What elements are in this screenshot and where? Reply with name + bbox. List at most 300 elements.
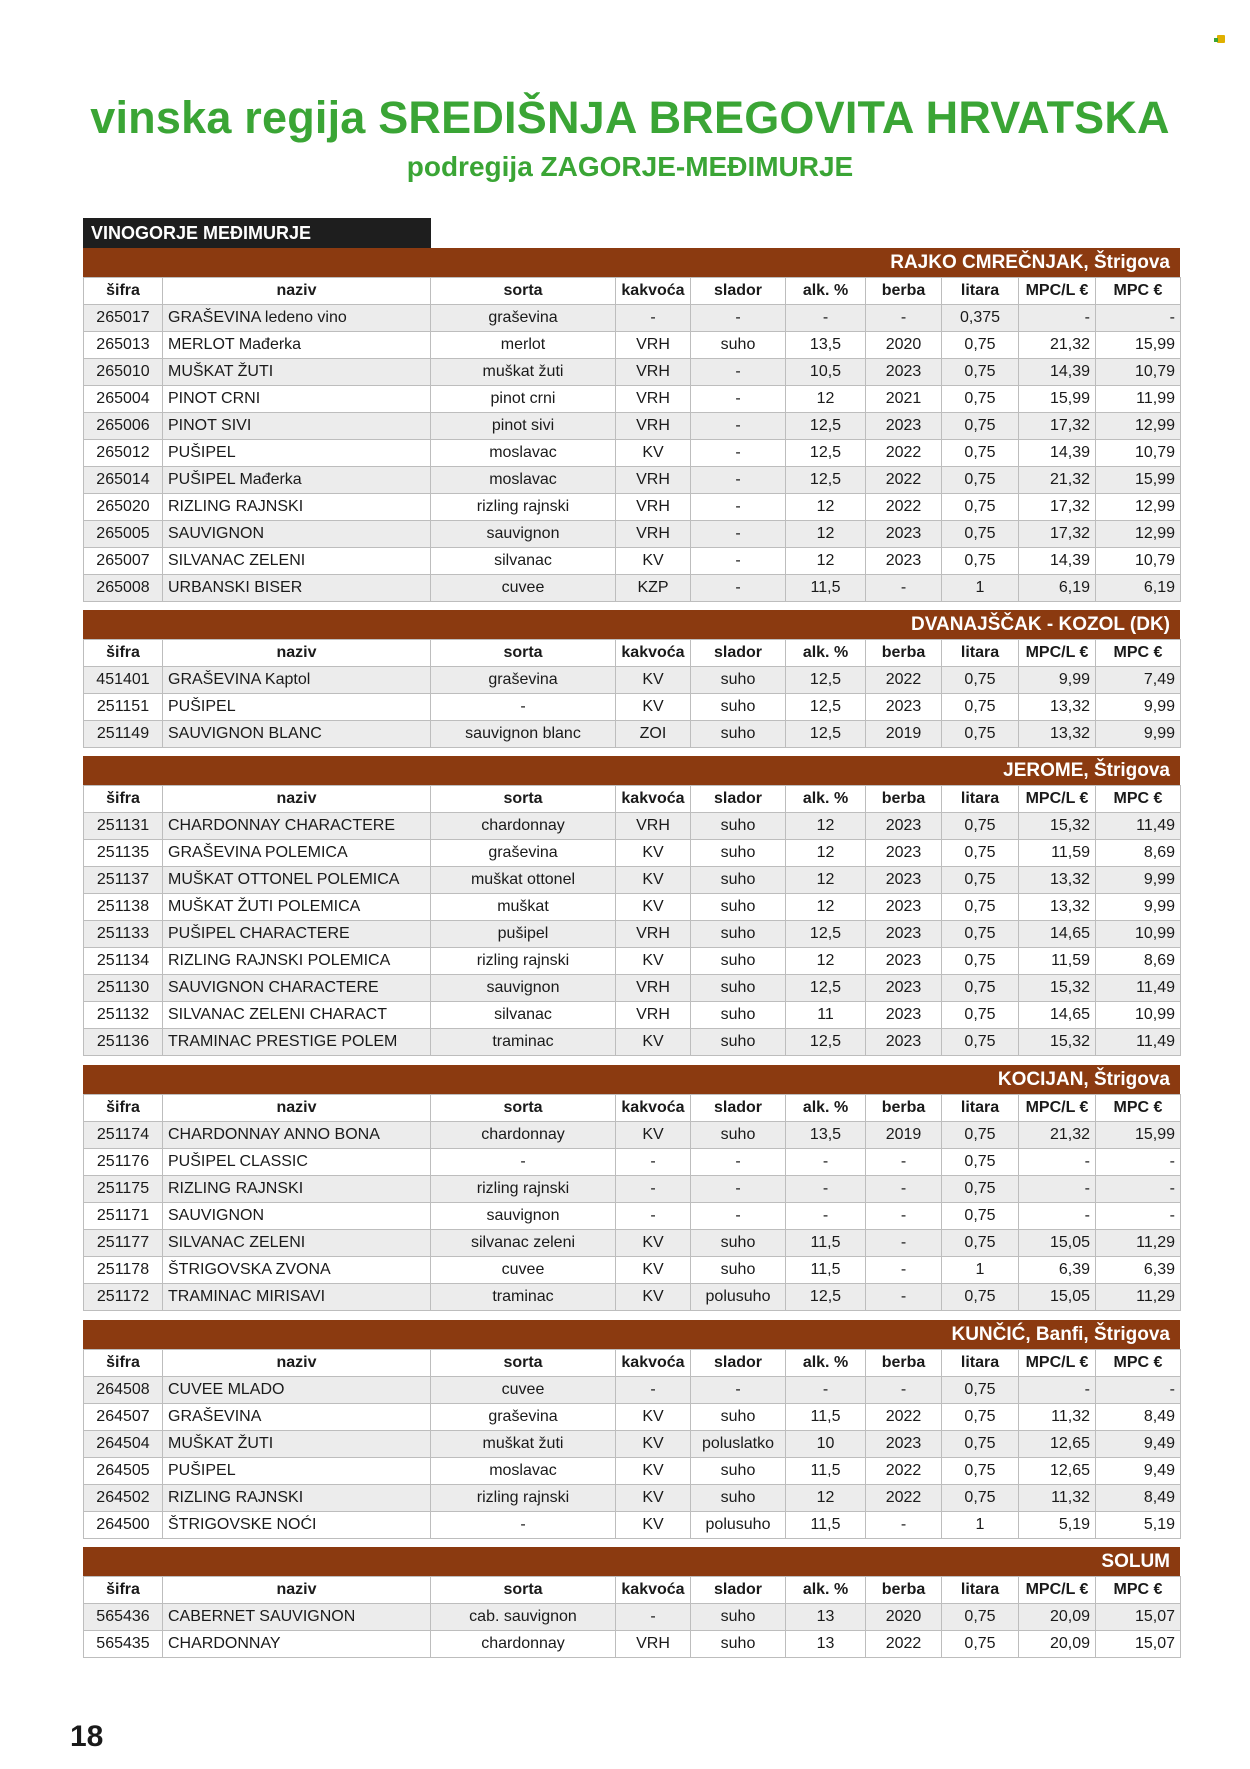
cell-litres: 0,75 [942,1203,1019,1230]
cell-price-per-litre: 17,32 [1019,494,1096,521]
cell-vintage: 2023 [866,813,942,840]
column-header-name: naziv [163,640,431,667]
cell-price-per-litre: 6,19 [1019,575,1096,602]
cell-price: 8,49 [1096,1404,1181,1431]
cell-price-per-litre: 14,39 [1019,359,1096,386]
cell-alcohol: 13,5 [786,1122,866,1149]
cell-vintage: - [866,1257,942,1284]
cell-variety: rizling rajnski [431,1176,616,1203]
table-row [84,921,1181,948]
column-header-variety: sorta [431,1577,616,1604]
cell-price: - [1096,305,1181,332]
cell-alcohol: 13 [786,1631,866,1658]
table-row [84,1176,1181,1203]
cell-name: CUVEE MLADO [163,1377,431,1404]
table-row [84,721,1181,748]
cell-variety: silvanac zeleni [431,1230,616,1257]
cell-quality: KZP [616,575,691,602]
cell-variety: muškat žuti [431,1431,616,1458]
cell-sugar: - [691,548,786,575]
table-row [84,494,1181,521]
cell-name: SAUVIGNON [163,1203,431,1230]
table-row [84,948,1181,975]
cell-vintage: - [866,1230,942,1257]
cell-vintage: 2023 [866,867,942,894]
cell-code: 265014 [84,467,163,494]
cell-price-per-litre: 13,32 [1019,867,1096,894]
cell-quality: VRH [616,921,691,948]
cell-name: TRAMINAC MIRISAVI [163,1284,431,1311]
column-header-code: šifra [84,1350,163,1377]
cell-litres: 0,75 [942,332,1019,359]
cell-price-per-litre: - [1019,305,1096,332]
cell-price: 11,49 [1096,813,1181,840]
column-header-price: MPC € [1096,640,1181,667]
column-header-alcohol: alk. % [786,278,866,305]
table-row [84,694,1181,721]
cell-alcohol: 12,5 [786,694,866,721]
cell-code: 265005 [84,521,163,548]
cell-sugar: suho [691,840,786,867]
cell-name: SILVANAC ZELENI [163,1230,431,1257]
cell-alcohol: - [786,1176,866,1203]
cell-code: 251172 [84,1284,163,1311]
cell-variety: sauvignon [431,521,616,548]
cell-vintage: 2023 [866,921,942,948]
cell-litres: 1 [942,575,1019,602]
cell-alcohol: 12 [786,1485,866,1512]
cell-code: 251130 [84,975,163,1002]
table-row [84,1604,1181,1631]
cell-price-per-litre: 6,39 [1019,1257,1096,1284]
cell-price-per-litre: 15,32 [1019,975,1096,1002]
cell-litres: 0,75 [942,921,1019,948]
cell-quality: KV [616,948,691,975]
cell-vintage: 2023 [866,894,942,921]
column-header-code: šifra [84,640,163,667]
cell-vintage: 2020 [866,332,942,359]
cell-litres: 0,75 [942,1284,1019,1311]
cell-vintage: 2020 [866,1604,942,1631]
cell-code: 251175 [84,1176,163,1203]
column-header-quality: kakvoća [616,278,691,305]
cell-sugar: - [691,386,786,413]
cell-price-per-litre: 9,99 [1019,667,1096,694]
table-row [84,1149,1181,1176]
cell-litres: 0,75 [942,948,1019,975]
cell-quality: KV [616,867,691,894]
cell-code: 265006 [84,413,163,440]
table-row [84,1002,1181,1029]
cell-alcohol: 10,5 [786,359,866,386]
cell-price: 10,79 [1096,359,1181,386]
cell-sugar: - [691,305,786,332]
table-row [84,1257,1181,1284]
cell-price-per-litre: 15,32 [1019,1029,1096,1056]
column-header-litres: litara [942,640,1019,667]
column-header-quality: kakvoća [616,640,691,667]
cell-sugar: suho [691,1404,786,1431]
column-header-price: MPC € [1096,278,1181,305]
cell-price-per-litre: 11,59 [1019,948,1096,975]
cell-sugar: suho [691,921,786,948]
cell-alcohol: 12 [786,813,866,840]
cell-sugar: suho [691,332,786,359]
table-header-row [84,786,1181,813]
cell-name: GRAŠEVINA Kaptol [163,667,431,694]
cell-alcohol: - [786,1377,866,1404]
cell-sugar: - [691,359,786,386]
cell-price: 9,99 [1096,894,1181,921]
cell-vintage: 2022 [866,1631,942,1658]
table-row [84,1512,1181,1539]
cell-code: 264508 [84,1377,163,1404]
cell-variety: cuvee [431,1377,616,1404]
column-header-quality: kakvoća [616,1350,691,1377]
cell-quality: KV [616,1458,691,1485]
cell-vintage: - [866,1203,942,1230]
cell-price-per-litre: 11,32 [1019,1485,1096,1512]
column-header-alcohol: alk. % [786,1350,866,1377]
cell-name: PUŠIPEL CLASSIC [163,1149,431,1176]
cell-vintage: - [866,1176,942,1203]
cell-litres: 0,75 [942,1002,1019,1029]
cell-litres: 0,75 [942,1631,1019,1658]
cell-price-per-litre: 14,65 [1019,1002,1096,1029]
cell-price-per-litre: 21,32 [1019,332,1096,359]
cell-litres: 0,75 [942,1176,1019,1203]
table-row [84,975,1181,1002]
cell-price-per-litre: 5,19 [1019,1512,1096,1539]
cell-alcohol: 12 [786,894,866,921]
cell-price-per-litre: 20,09 [1019,1604,1096,1631]
cell-variety: muškat ottonel [431,867,616,894]
cell-alcohol: 12,5 [786,721,866,748]
cell-variety: chardonnay [431,813,616,840]
cell-alcohol: 12 [786,521,866,548]
cell-code: 265020 [84,494,163,521]
cell-price: 5,19 [1096,1512,1181,1539]
cell-variety: moslavac [431,1458,616,1485]
cell-litres: 0,75 [942,840,1019,867]
cell-variety: graševina [431,667,616,694]
cell-variety: sauvignon blanc [431,721,616,748]
cell-price: 11,49 [1096,975,1181,1002]
cell-name: RIZLING RAJNSKI [163,1485,431,1512]
cell-quality: KV [616,440,691,467]
cell-code: 251138 [84,894,163,921]
cell-litres: 0,75 [942,1404,1019,1431]
cell-vintage: 2022 [866,1404,942,1431]
table-row [84,413,1181,440]
column-header-sugar: slador [691,278,786,305]
cell-quality: VRH [616,521,691,548]
cell-name: RIZLING RAJNSKI [163,494,431,521]
cell-vintage: 2023 [866,548,942,575]
cell-sugar: suho [691,1122,786,1149]
cell-alcohol: 11,5 [786,1257,866,1284]
cell-price: 11,29 [1096,1284,1181,1311]
cell-litres: 0,75 [942,813,1019,840]
cell-code: 264504 [84,1431,163,1458]
cell-vintage: 2023 [866,694,942,721]
cell-price: - [1096,1149,1181,1176]
cell-sugar: suho [691,721,786,748]
cell-vintage: 2023 [866,1431,942,1458]
cell-litres: 0,75 [942,694,1019,721]
cell-quality: KV [616,1029,691,1056]
cell-code: 265013 [84,332,163,359]
cell-price-per-litre: 15,32 [1019,813,1096,840]
cell-sugar: suho [691,1029,786,1056]
page-title [0,92,1250,144]
table-row [84,1404,1181,1431]
cell-name: PUŠIPEL CHARACTERE [163,921,431,948]
cell-vintage: 2022 [866,494,942,521]
cell-sugar: - [691,440,786,467]
cell-name: GRAŠEVINA [163,1404,431,1431]
cell-code: 251178 [84,1257,163,1284]
cell-code: 251134 [84,948,163,975]
cell-sugar: polusuho [691,1512,786,1539]
cell-litres: 0,75 [942,721,1019,748]
cell-litres: 0,75 [942,894,1019,921]
cell-litres: 1 [942,1257,1019,1284]
cell-litres: 0,75 [942,1485,1019,1512]
cell-quality: VRH [616,467,691,494]
table-row [84,575,1181,602]
column-header-vintage: berba [866,640,942,667]
cell-alcohol: 13,5 [786,332,866,359]
cell-variety: - [431,694,616,721]
column-header-litres: litara [942,278,1019,305]
cell-quality: KV [616,694,691,721]
cell-code: 264502 [84,1485,163,1512]
column-header-sugar: slador [691,1095,786,1122]
cell-sugar: suho [691,948,786,975]
cell-price-per-litre: 14,39 [1019,548,1096,575]
table-row [84,1631,1181,1658]
cell-variety: - [431,1149,616,1176]
column-header-variety: sorta [431,786,616,813]
cell-alcohol: 12,5 [786,467,866,494]
cell-price-per-litre: - [1019,1176,1096,1203]
column-header-price-per-litre: MPC/L € [1019,786,1096,813]
cell-code: 265012 [84,440,163,467]
column-header-price-per-litre: MPC/L € [1019,278,1096,305]
cell-name: PUŠIPEL [163,440,431,467]
producer-table [83,639,1181,748]
cell-name: PINOT SIVI [163,413,431,440]
cell-alcohol: 12 [786,548,866,575]
cell-name: PUŠIPEL Mađerka [163,467,431,494]
cell-variety: pušipel [431,921,616,948]
cell-sugar: suho [691,975,786,1002]
column-header-vintage: berba [866,1095,942,1122]
cell-sugar: suho [691,1631,786,1658]
table-row [84,467,1181,494]
cell-quality: KV [616,1404,691,1431]
cell-price: 8,69 [1096,840,1181,867]
cell-quality: KV [616,1431,691,1458]
cell-quality: - [616,305,691,332]
cell-price: - [1096,1377,1181,1404]
cell-litres: 0,75 [942,413,1019,440]
cell-code: 451401 [84,667,163,694]
cell-vintage: 2021 [866,386,942,413]
column-header-price: MPC € [1096,1350,1181,1377]
column-header-variety: sorta [431,1350,616,1377]
column-header-alcohol: alk. % [786,1095,866,1122]
cell-quality: ZOI [616,721,691,748]
cell-code: 251137 [84,867,163,894]
cell-litres: 0,75 [942,1604,1019,1631]
table-row [84,813,1181,840]
cell-sugar: polusuho [691,1284,786,1311]
cell-code: 265010 [84,359,163,386]
cell-price: 12,99 [1096,413,1181,440]
cell-alcohol: 12,5 [786,413,866,440]
cell-vintage: 2022 [866,467,942,494]
column-header-name: naziv [163,1577,431,1604]
column-header-sugar: slador [691,786,786,813]
cell-price-per-litre: 13,32 [1019,694,1096,721]
column-header-price-per-litre: MPC/L € [1019,1350,1096,1377]
cell-quality: VRH [616,386,691,413]
cell-variety: graševina [431,1404,616,1431]
cell-variety: moslavac [431,440,616,467]
column-header-name: naziv [163,1350,431,1377]
cell-price: 11,99 [1096,386,1181,413]
cell-price-per-litre: 11,32 [1019,1404,1096,1431]
cell-sugar: - [691,1149,786,1176]
cell-quality: KV [616,840,691,867]
cell-price: 6,19 [1096,575,1181,602]
cell-price-per-litre: 17,32 [1019,521,1096,548]
cell-vintage: 2019 [866,721,942,748]
cell-alcohol: 12 [786,867,866,894]
producer-header: DVANAJŠČAK - KOZOL (DK) [83,610,1180,639]
cell-sugar: suho [691,813,786,840]
cell-price-per-litre: - [1019,1203,1096,1230]
cell-price-per-litre: 15,05 [1019,1230,1096,1257]
cell-name: MUŠKAT ŽUTI [163,1431,431,1458]
cell-code: 251132 [84,1002,163,1029]
table-row [84,867,1181,894]
cell-sugar: suho [691,1002,786,1029]
cell-quality: VRH [616,1631,691,1658]
cell-alcohol: 13 [786,1604,866,1631]
column-header-quality: kakvoća [616,1095,691,1122]
cell-vintage: - [866,1284,942,1311]
column-header-litres: litara [942,786,1019,813]
cell-quality: KV [616,1230,691,1257]
column-header-code: šifra [84,786,163,813]
cell-quality: - [616,1149,691,1176]
cell-price: 9,49 [1096,1458,1181,1485]
cell-alcohol: - [786,1149,866,1176]
cell-name: SAUVIGNON BLANC [163,721,431,748]
cell-price-per-litre: 13,32 [1019,894,1096,921]
cell-quality: KV [616,1284,691,1311]
cell-code: 251174 [84,1122,163,1149]
column-header-alcohol: alk. % [786,786,866,813]
table-row [84,548,1181,575]
cell-alcohol: 12 [786,948,866,975]
cell-variety: traminac [431,1284,616,1311]
table-row [84,1431,1181,1458]
column-header-quality: kakvoća [616,786,691,813]
table-row [84,440,1181,467]
cell-code: 251171 [84,1203,163,1230]
cell-price: 15,07 [1096,1604,1181,1631]
table-row [84,1458,1181,1485]
cell-variety: pinot crni [431,386,616,413]
cell-name: PUŠIPEL [163,1458,431,1485]
cell-price: 9,99 [1096,867,1181,894]
cell-price-per-litre: 21,32 [1019,467,1096,494]
cell-quality: KV [616,667,691,694]
cell-variety: muškat žuti [431,359,616,386]
table-row [84,894,1181,921]
cell-vintage: - [866,1377,942,1404]
cell-price-per-litre: 13,32 [1019,721,1096,748]
cell-sugar: - [691,413,786,440]
cell-name: TRAMINAC PRESTIGE POLEM [163,1029,431,1056]
cell-variety: rizling rajnski [431,494,616,521]
cell-litres: 0,75 [942,975,1019,1002]
cell-litres: 0,75 [942,440,1019,467]
producer-table [83,1576,1181,1658]
cell-litres: 0,75 [942,548,1019,575]
cell-name: MUŠKAT OTTONEL POLEMICA [163,867,431,894]
cell-sugar: poluslatko [691,1431,786,1458]
cell-quality: KV [616,894,691,921]
column-header-vintage: berba [866,278,942,305]
cell-price-per-litre: 17,32 [1019,413,1096,440]
cell-sugar: suho [691,1604,786,1631]
cell-litres: 0,75 [942,1029,1019,1056]
cell-sugar: - [691,467,786,494]
cell-code: 251177 [84,1230,163,1257]
table-row [84,305,1181,332]
cell-price: 10,79 [1096,440,1181,467]
cell-price-per-litre: 12,65 [1019,1431,1096,1458]
cell-price: 9,99 [1096,694,1181,721]
cell-alcohol: - [786,1203,866,1230]
column-header-name: naziv [163,1095,431,1122]
cell-code: 251131 [84,813,163,840]
cell-price-per-litre: 20,09 [1019,1631,1096,1658]
column-header-litres: litara [942,1577,1019,1604]
table-row [84,1377,1181,1404]
cell-name: RIZLING RAJNSKI [163,1176,431,1203]
column-header-code: šifra [84,1577,163,1604]
cell-variety: graševina [431,840,616,867]
cell-vintage: - [866,1149,942,1176]
cell-alcohol: 10 [786,1431,866,1458]
cell-quality: VRH [616,413,691,440]
cell-alcohol: 12,5 [786,1029,866,1056]
cell-litres: 0,75 [942,1377,1019,1404]
cell-price-per-litre: 11,59 [1019,840,1096,867]
column-header-price-per-litre: MPC/L € [1019,640,1096,667]
table-row [84,1029,1181,1056]
cell-price: 12,99 [1096,494,1181,521]
cell-sugar: suho [691,694,786,721]
cell-variety: cuvee [431,1257,616,1284]
cell-litres: 0,75 [942,867,1019,894]
